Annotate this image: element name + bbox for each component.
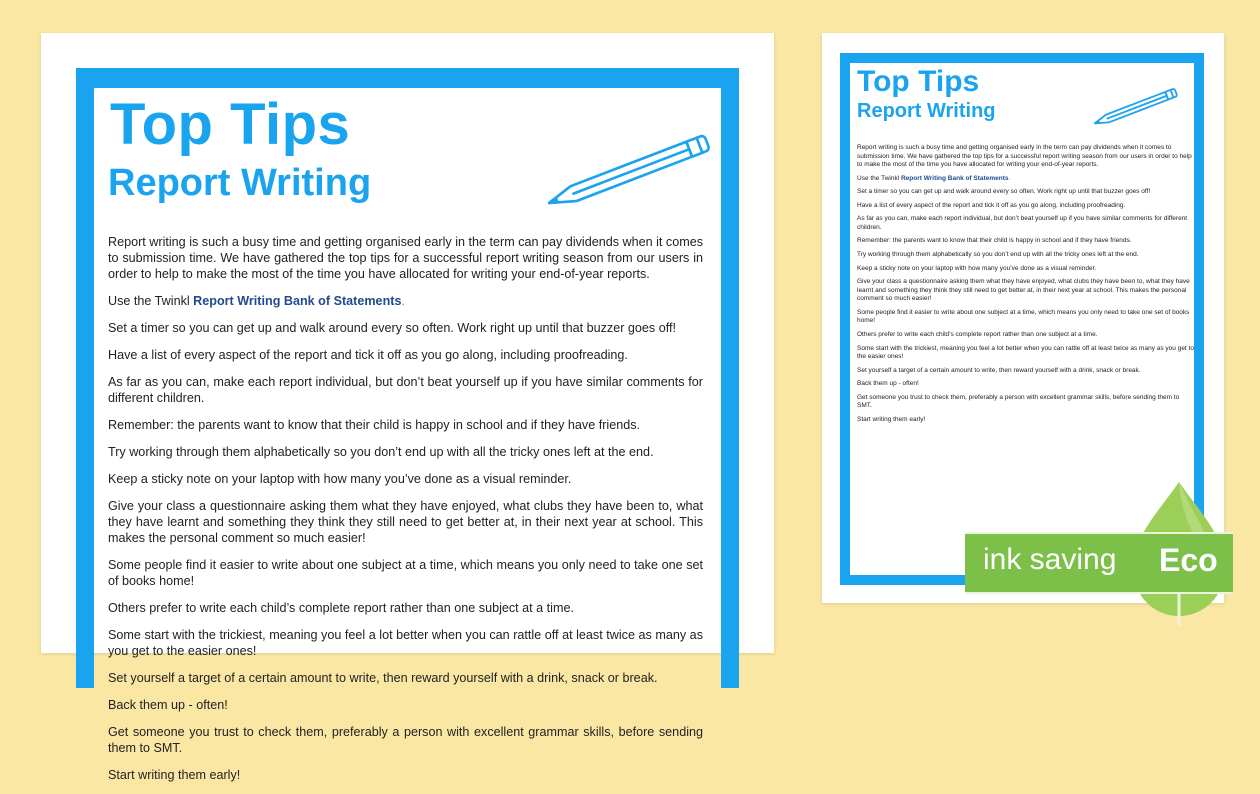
ink-saving-label: ink saving (983, 543, 1117, 576)
tip-paragraph: Some people find it easier to write about one subject at a time, which means you only need to take one set of books home! (108, 558, 703, 588)
resource-suffix: . (1008, 174, 1011, 182)
tip-paragraph: Have a list of every aspect of the report and tick it off as you go along, including proofreading. (108, 348, 628, 362)
thumbnail-subtitle: Report Writing (857, 100, 996, 122)
page-title: Top Tips (110, 92, 351, 157)
pencil-icon (530, 140, 715, 210)
tip-paragraph: Set yourself a target of a certain amount to write, then reward yourself with a drink, snack or break. (857, 366, 1141, 374)
tip-paragraph: Some start with the trickiest, meaning you feel a lot better when you can rattle off at least twice as many as you get to the easier ones! (108, 628, 703, 658)
resource-prefix: Use the Twinkl (857, 174, 901, 182)
large-document-page (41, 33, 774, 782)
tip-paragraph: Start writing them early! (108, 768, 241, 782)
tip-paragraph: Back them up - often! (857, 380, 919, 388)
tip-paragraph: Get someone you trust to check them, preferably a person with excellent grammar skills, before sending them to SMT. (857, 393, 1180, 410)
report-bank-link[interactable]: Report Writing Bank of Statements (900, 174, 1009, 182)
tip-paragraph: Some start with the trickiest, meaning you feel a lot better when you can rattle off at least twice as many as you get to the easier ones! (857, 344, 1194, 361)
tip-paragraph: Keep a sticky note on your laptop with how many you’ve done as a visual reminder. (108, 472, 572, 486)
tip-paragraph: Others prefer to write each child’s complete report rather than one subject at a time. (857, 330, 1098, 338)
resource-prefix: Use the Twinkl (108, 294, 194, 308)
tip-paragraph: Remember: the parents want to know that their child is happy in school and if they have friends. (108, 418, 641, 432)
tip-paragraph: Give your class a questionnaire asking them what they have enjoyed, what clubs they have been to, what they have learnt and something they think they still need to get better at, in their next year at school. This makes the personal comment so much easier! (857, 278, 1190, 303)
tip-paragraph: Keep a sticky note on your laptop with how many you’ve done as a visual reminder. (857, 264, 1097, 272)
tip-paragraph: As far as you can, make each report individual, but don’t beat yourself up if you have similar comments for different children. (857, 215, 1188, 231)
resource-suffix: . (401, 294, 405, 308)
tip-paragraph: Try working through them alphabetically so you don’t end up with all the tricky ones left at the end. (108, 445, 654, 459)
tip-paragraph: Have a list of every aspect of the report and tick it off as you go along, including proofreading. (857, 201, 1126, 209)
tip-paragraph: Start writing them early! (857, 415, 926, 423)
large-body-text (108, 234, 703, 794)
tip-paragraph: As far as you can, make each report individual, but don’t beat yourself up if you have similar comments for different children. (108, 375, 703, 405)
tip-paragraph: Give your class a questionnaire asking them what they have enjoyed, what clubs they have been to, what they have learnt and something they think they still need to get better at, in their next year at school. This makes the personal comment so much easier! (108, 499, 703, 545)
page-subtitle: Report Writing (108, 162, 372, 204)
intro-paragraph: Report writing is such a busy time and getting organised early in the term can pay dividends when it comes to submission time. We have gathered the top tips for a successful report writing season from our users in order to help to make the most of the time you have allocated for writing your end-of-year reports. (108, 235, 704, 281)
tip-paragraph: Set a timer so you can get up and walk around every so often. Work right up until that buzzer goes off! (108, 321, 676, 335)
tip-paragraph: Set yourself a target of a certain amount to write, then reward yourself with a drink, snack or break. (108, 671, 658, 685)
report-bank-link[interactable]: Report Writing Bank of Statements (193, 294, 402, 308)
tip-paragraph: Some people find it easier to write about one subject at a time, which means you only need to take one set of books home! (857, 308, 1190, 325)
eco-label: Eco (1159, 542, 1218, 578)
thumbnail-title: Top Tips (857, 65, 980, 98)
twinkl-resource-line (857, 175, 1195, 184)
intro-paragraph: Report writing is such a busy time and getting organised early in the term can pay dividends when it comes to submission time. We have gathered the top tips for a successful report writing season from our users in order to help to make the most of the time you have allocated for writing your end-of-year reports. (857, 144, 1192, 168)
tip-paragraph: Remember: the parents want to know that their child is happy in school and if they have friends. (857, 237, 1132, 245)
tip-paragraph: Get someone you trust to check them, preferably a person with excellent grammar skills, before sending them to SMT. (108, 725, 703, 755)
tip-paragraph: Others prefer to write each child’s complete report rather than one subject at a time. (108, 601, 574, 615)
twinkl-resource-line (108, 293, 703, 309)
tip-paragraph: Try working through them alphabetically so you don’t end up with all the tricky ones left at the end. (857, 251, 1139, 259)
thumbnail-pencil-icon (1085, 90, 1180, 128)
large-document-frame (76, 68, 739, 782)
tip-paragraph: Set a timer so you can get up and walk around every so often. Work right up until that buzzer goes off! (857, 188, 1151, 196)
ink-saving-badge (965, 532, 1233, 594)
thumbnail-body-text (857, 144, 1195, 430)
tip-paragraph: Back them up - often! (108, 698, 228, 712)
